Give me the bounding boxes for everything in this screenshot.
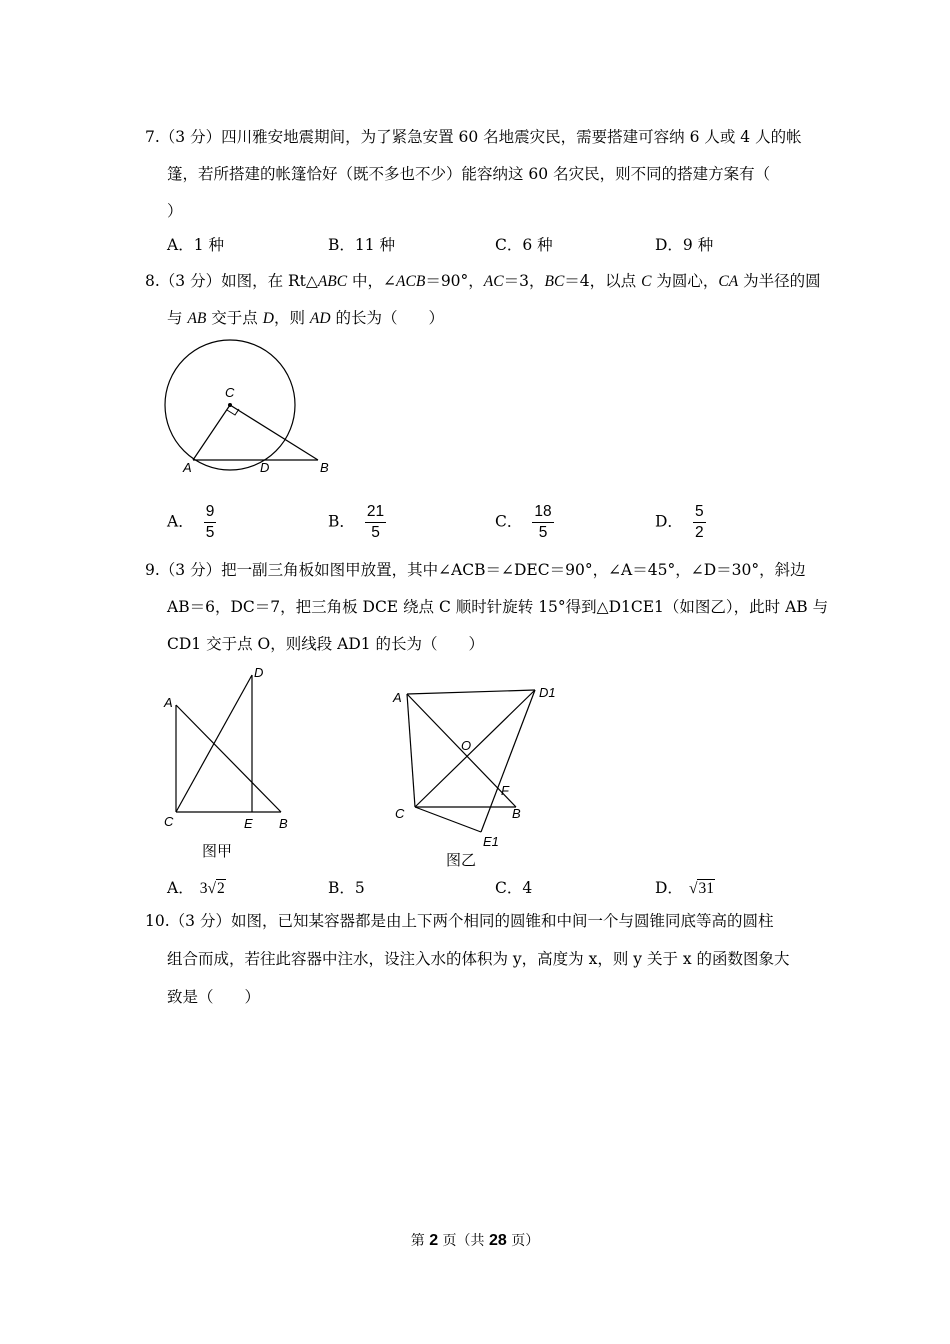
q9-figure-jia xyxy=(155,660,305,835)
q7-line1: 7.（3 分）四川雅安地震期间，为了紧急安置 60 名地震灾民，需要搭建可容纳 6 人或 4 人的帐 xyxy=(145,128,802,146)
label-c: C xyxy=(164,814,174,829)
label-a: A xyxy=(393,690,402,705)
q10-line1: 10.（3 分）如图，已知某容器都是由上下两个相同的圆锥和中间一个与圆锥同底等高的圆柱 xyxy=(145,912,774,930)
fig-yi-caption: 图乙 xyxy=(446,851,477,869)
label-e1: E1 xyxy=(483,834,499,849)
q7-option-c: C．6 种 xyxy=(495,236,553,254)
label-b: B xyxy=(512,806,521,821)
q7-line2: 篷，若所搭建的帐篷恰好（既不多也不少）能容纳这 60 名灾民，则不同的搭建方案有（ xyxy=(167,165,771,183)
q9-line2: AB＝6，DC＝7，把三角板 DCE 绕点 C 顺时针旋转 15°得到△D1CE1（如图乙），此时 AB 与 xyxy=(167,598,829,616)
q9-option-d: D． √31 xyxy=(655,879,714,897)
q9-option-b: B．5 xyxy=(328,879,365,897)
page-footer: 第 2 页（共 28 页） xyxy=(410,1232,540,1249)
label-c: C xyxy=(395,806,405,821)
q9-option-c: C．4 xyxy=(495,879,533,897)
q8-option-d: D． $\frac{5}{2}$ xyxy=(655,503,704,541)
label-b: B xyxy=(320,460,329,475)
q9-line1: 9.（3 分）把一副三角板如图甲放置，其中∠ACB＝∠DEC＝90°，∠A＝45°，∠D＝30°，斜边 xyxy=(145,561,806,579)
q9-figure-yi xyxy=(385,680,575,852)
label-d: D xyxy=(254,665,264,680)
label-c: C xyxy=(225,385,235,400)
label-f: F xyxy=(501,783,509,798)
label-d1: D1 xyxy=(539,685,556,700)
q8-option-a: A． $\frac{9}{5}$ xyxy=(167,503,215,541)
q8-line1: 8.（3 分）如图，在 Rt△ABC 中，∠ACB＝90°，AC＝3，BC＝4，以点 C 为圆心，CA 为半径的圆 xyxy=(145,272,821,290)
q7-option-a: A．1 种 xyxy=(167,236,224,254)
q7-option-b: B．11 种 xyxy=(328,236,396,254)
label-o: O xyxy=(461,738,472,753)
label-a: A xyxy=(164,695,173,710)
q7-option-d: D．9 种 xyxy=(655,236,714,254)
label-a: A xyxy=(183,460,192,475)
q8-circle-figure xyxy=(155,338,345,478)
q9-line3: CD1 交于点 O，则线段 AD1 的长为（ ） xyxy=(167,635,485,653)
q8-line2: 与 AB 交于点 D，则 AD 的长为（ ） xyxy=(167,309,444,327)
q8-option-b: B． $\frac{21}{5}$ xyxy=(328,503,385,541)
fig-jia-caption: 图甲 xyxy=(202,842,233,860)
q9-option-a: A． 3√2 xyxy=(167,879,225,897)
label-d: D xyxy=(260,460,270,475)
q7-line3: ） xyxy=(167,202,183,220)
q10-line3: 致是（ ） xyxy=(167,988,261,1006)
label-b: B xyxy=(279,816,288,831)
q10-line2: 组合而成，若往此容器中注水，设注入水的体积为 y，高度为 x，则 y 关于 x 的函数图象大 xyxy=(167,950,790,968)
q8-option-c: C． $\frac{18}{5}$ xyxy=(495,503,552,541)
label-e: E xyxy=(244,816,253,831)
